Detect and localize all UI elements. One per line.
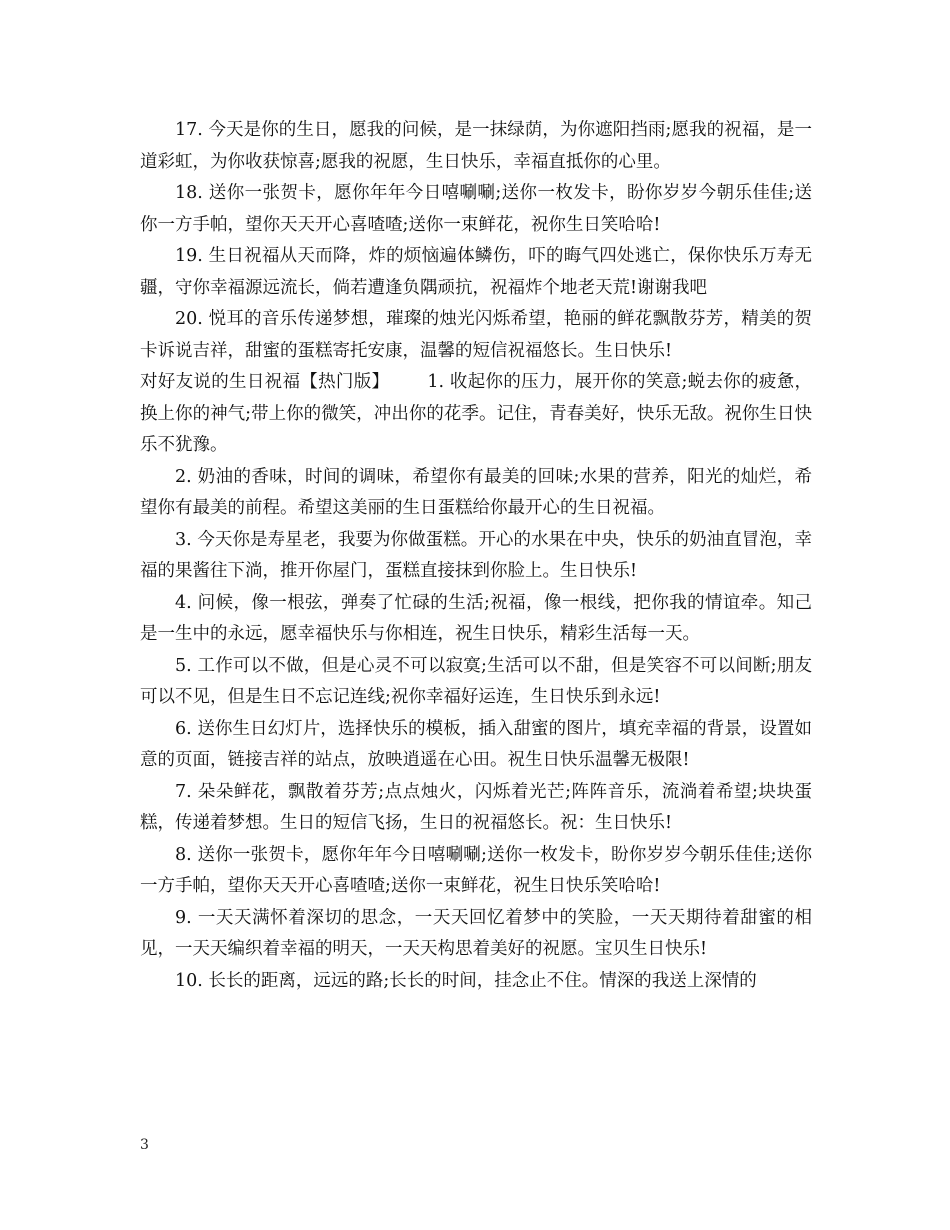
paragraph-5: 5. 工作可以不做，但是心灵不可以寂寞;生活可以不甜，但是笑容不可以间断;朋友可以不见，但是生日不忘记连线;祝你幸福好运连，生日快乐到永远! xyxy=(140,655,812,707)
paragraph-2: 2. 奶油的香味，时间的调味，希望你有最美的回味;水果的营养，阳光的灿烂，希望你有最美的前程。希望这美丽的生日蛋糕给你最开心的生日祝福。 xyxy=(140,466,812,518)
paragraph-20: 20. 悦耳的音乐传递梦想，璀璨的烛光闪烁希望，艳丽的鲜花飘散芬芳，精美的贺卡诉说吉祥，甜蜜的蛋糕寄托安康，温馨的短信祝福悠长。生日快乐! xyxy=(140,309,812,361)
paragraph-17: 17. 今天是你的生日，愿我的问候，是一抹绿荫，为你遮阳挡雨;愿我的祝福，是一道彩虹，为你收获惊喜;愿我的祝愿，生日快乐，幸福直抵你的心里。 xyxy=(140,120,812,172)
paragraph-1: 1. 收起你的压力，展开你的笑意;蜕去你的疲惫，换上你的神气;带上你的微笑，冲出你的花季。记住，青春美好，快乐无敌。祝你生日快乐不犹豫。 xyxy=(140,372,813,455)
section-heading: 对好友说的生日祝福【热门版】 xyxy=(140,372,390,392)
document-body xyxy=(140,115,812,997)
paragraph-7: 7. 朵朵鲜花，飘散着芬芳;点点烛火，闪烁着光芒;阵阵音乐，流淌着希望;块块蛋糕，传递着梦想。生日的短信飞扬，生日的祝福悠长。祝：生日快乐! xyxy=(140,781,812,833)
page-number: 3 xyxy=(140,1137,149,1153)
paragraph-19: 19. 生日祝福从天而降，炸的烦恼遍体鳞伤，吓的晦气四处逃亡，保你快乐万寿无疆，守你幸福源远流长，倘若遭逢负隅顽抗，祝福炸个地老天荒!谢谢我吧 xyxy=(140,246,812,298)
paragraph-6: 6. 送你生日幻灯片，选择快乐的模板，插入甜蜜的图片，填充幸福的背景，设置如意的页面，链接吉祥的站点，放映逍遥在心田。祝生日快乐温馨无极限! xyxy=(140,718,812,770)
section-paragraph xyxy=(140,367,812,462)
paragraph-3: 3. 今天你是寿星老，我要为你做蛋糕。开心的水果在中央，快乐的奶油直冒泡，幸福的果酱往下淌，推开你屋门，蛋糕直接抹到你脸上。生日快乐! xyxy=(140,529,812,581)
paragraph-8: 8. 送你一张贺卡，愿你年年今日嘻唰唰;送你一枚发卡，盼你岁岁今朝乐佳佳;送你一方手帕，望你天天开心喜喳喳;送你一束鲜花，祝生日快乐笑哈哈! xyxy=(140,844,812,896)
paragraph-10: 10. 长长的距离，远远的路;长长的时间，挂念止不住。情深的我送上深情的 xyxy=(175,970,757,991)
paragraph-9: 9. 一天天满怀着深切的思念，一天天回忆着梦中的笑脸，一天天期待着甜蜜的相见，一天天编织着幸福的明天，一天天构思着美好的祝愿。宝贝生日快乐! xyxy=(140,907,812,959)
paragraph-4: 4. 问候，像一根弦，弹奏了忙碌的生活;祝福，像一根线，把你我的情谊牵。知己是一生中的永远，愿幸福快乐与你相连，祝生日快乐，精彩生活每一天。 xyxy=(140,592,812,644)
paragraph-18: 18. 送你一张贺卡，愿你年年今日嘻唰唰;送你一枚发卡，盼你岁岁今朝乐佳佳;送你一方手帕，望你天天开心喜喳喳;送你一束鲜花，祝你生日笑哈哈! xyxy=(140,183,812,235)
